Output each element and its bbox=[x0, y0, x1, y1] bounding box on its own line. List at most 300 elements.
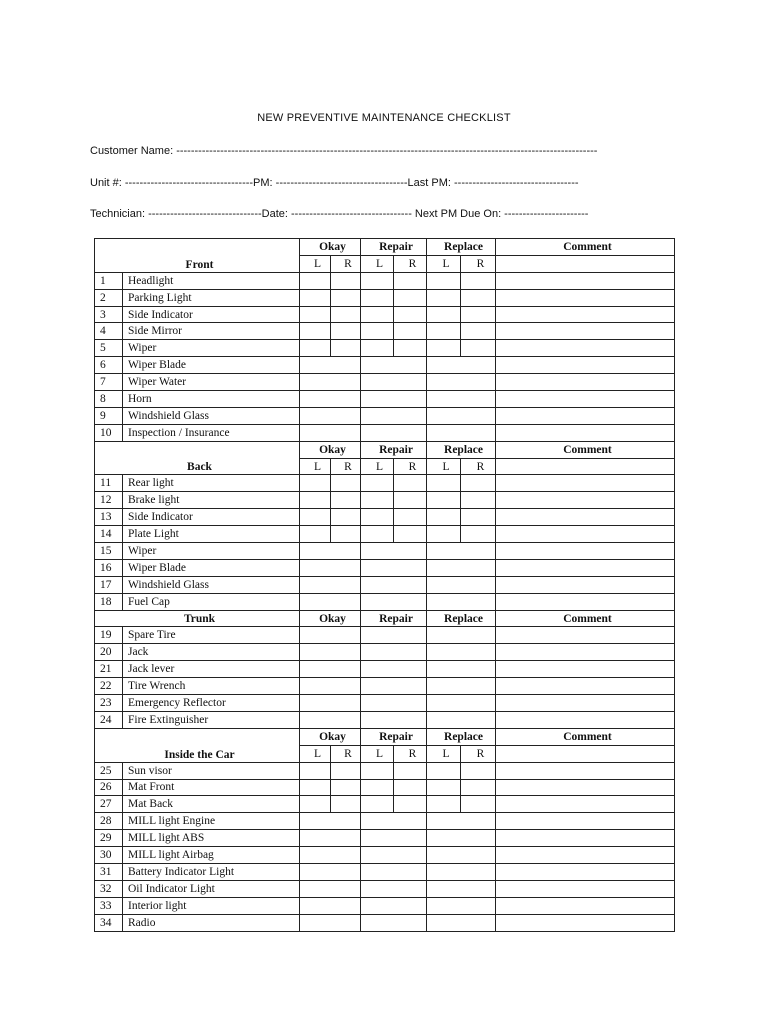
okay-checkbox-cell[interactable] bbox=[300, 880, 361, 897]
comment-cell[interactable] bbox=[496, 407, 675, 424]
right-header: R bbox=[331, 255, 361, 272]
okay-left-checkbox-cell[interactable] bbox=[300, 796, 331, 813]
item-name: Emergency Reflector bbox=[123, 695, 300, 712]
comment-cell[interactable] bbox=[496, 526, 675, 543]
item-name: Plate Light bbox=[123, 526, 300, 543]
okay-header: Okay bbox=[300, 728, 361, 745]
repair-left-checkbox-cell[interactable] bbox=[361, 526, 394, 543]
repair-right-checkbox-cell[interactable] bbox=[394, 526, 427, 543]
item-name: Battery Indicator Light bbox=[123, 863, 300, 880]
comment-cell[interactable] bbox=[496, 897, 675, 914]
item-number: 11 bbox=[95, 475, 123, 492]
repair-left-checkbox-cell[interactable] bbox=[361, 492, 394, 509]
okay-left-checkbox-cell[interactable] bbox=[300, 306, 331, 323]
checklist-row bbox=[95, 340, 675, 357]
replace-checkbox-cell[interactable] bbox=[427, 424, 496, 441]
replace-left-checkbox-cell[interactable] bbox=[427, 762, 461, 779]
okay-checkbox-cell[interactable] bbox=[300, 678, 361, 695]
comment-cell[interactable] bbox=[496, 323, 675, 340]
replace-checkbox-cell[interactable] bbox=[427, 711, 496, 728]
okay-checkbox-cell[interactable] bbox=[300, 813, 361, 830]
okay-checkbox-cell[interactable] bbox=[300, 695, 361, 712]
item-number: 26 bbox=[95, 779, 123, 796]
replace-checkbox-cell[interactable] bbox=[427, 813, 496, 830]
checklist-row bbox=[95, 272, 675, 289]
okay-right-checkbox-cell[interactable] bbox=[331, 762, 361, 779]
replace-right-checkbox-cell[interactable] bbox=[461, 340, 496, 357]
okay-checkbox-cell[interactable] bbox=[300, 374, 361, 391]
okay-right-checkbox-cell[interactable] bbox=[331, 475, 361, 492]
right-header: R bbox=[394, 745, 427, 762]
comment-cell[interactable] bbox=[496, 661, 675, 678]
section-header-row bbox=[95, 441, 675, 458]
item-name: Wiper Blade bbox=[123, 357, 300, 374]
checklist-row bbox=[95, 627, 675, 644]
comment-header-blank bbox=[496, 745, 675, 762]
okay-left-checkbox-cell[interactable] bbox=[300, 779, 331, 796]
replace-right-checkbox-cell[interactable] bbox=[461, 306, 496, 323]
comment-cell[interactable] bbox=[496, 306, 675, 323]
item-number: 29 bbox=[95, 830, 123, 847]
replace-left-checkbox-cell[interactable] bbox=[427, 492, 461, 509]
checklist-row bbox=[95, 543, 675, 560]
item-name: Wiper bbox=[123, 543, 300, 560]
okay-checkbox-cell[interactable] bbox=[300, 593, 361, 610]
item-number: 17 bbox=[95, 576, 123, 593]
repair-right-checkbox-cell[interactable] bbox=[394, 475, 427, 492]
okay-header: Okay bbox=[300, 441, 361, 458]
item-number: 34 bbox=[95, 914, 123, 931]
repair-checkbox-cell[interactable] bbox=[361, 847, 427, 864]
replace-checkbox-cell[interactable] bbox=[427, 863, 496, 880]
item-number: 5 bbox=[95, 340, 123, 357]
okay-checkbox-cell[interactable] bbox=[300, 357, 361, 374]
comment-cell[interactable] bbox=[496, 695, 675, 712]
technician-date-field[interactable]: Technician: -------------------------------Date: --------------------------------- Next PM Due On: ----------------------- bbox=[90, 208, 589, 220]
repair-left-checkbox-cell[interactable] bbox=[361, 796, 394, 813]
item-name: Spare Tire bbox=[123, 627, 300, 644]
replace-left-checkbox-cell[interactable] bbox=[427, 323, 461, 340]
replace-checkbox-cell[interactable] bbox=[427, 593, 496, 610]
repair-checkbox-cell[interactable] bbox=[361, 711, 427, 728]
repair-right-checkbox-cell[interactable] bbox=[394, 272, 427, 289]
item-name: Fire Extinguisher bbox=[123, 711, 300, 728]
repair-checkbox-cell[interactable] bbox=[361, 914, 427, 931]
repair-checkbox-cell[interactable] bbox=[361, 576, 427, 593]
checklist-row bbox=[95, 796, 675, 813]
replace-right-checkbox-cell[interactable] bbox=[461, 509, 496, 526]
replace-right-checkbox-cell[interactable] bbox=[461, 323, 496, 340]
replace-checkbox-cell[interactable] bbox=[427, 543, 496, 560]
okay-checkbox-cell[interactable] bbox=[300, 391, 361, 408]
item-name: Wiper bbox=[123, 340, 300, 357]
item-name: Mat Front bbox=[123, 779, 300, 796]
repair-header: Repair bbox=[361, 441, 427, 458]
comment-cell[interactable] bbox=[496, 576, 675, 593]
comment-header: Comment bbox=[496, 610, 675, 627]
replace-left-checkbox-cell[interactable] bbox=[427, 475, 461, 492]
item-number: 23 bbox=[95, 695, 123, 712]
replace-checkbox-cell[interactable] bbox=[427, 644, 496, 661]
item-number: 2 bbox=[95, 289, 123, 306]
left-header: L bbox=[427, 745, 461, 762]
okay-left-checkbox-cell[interactable] bbox=[300, 272, 331, 289]
checklist-row bbox=[95, 475, 675, 492]
checklist-row bbox=[95, 593, 675, 610]
item-name: Rear light bbox=[123, 475, 300, 492]
section-title: Trunk bbox=[95, 610, 300, 627]
comment-cell[interactable] bbox=[496, 863, 675, 880]
item-number: 1 bbox=[95, 272, 123, 289]
left-header: L bbox=[300, 458, 331, 475]
okay-checkbox-cell[interactable] bbox=[300, 627, 361, 644]
comment-cell[interactable] bbox=[496, 813, 675, 830]
okay-left-checkbox-cell[interactable] bbox=[300, 509, 331, 526]
item-number: 13 bbox=[95, 509, 123, 526]
repair-right-checkbox-cell[interactable] bbox=[394, 289, 427, 306]
replace-checkbox-cell[interactable] bbox=[427, 847, 496, 864]
repair-checkbox-cell[interactable] bbox=[361, 543, 427, 560]
customer-name-field[interactable]: Customer Name: ------------------------------------------------------------------------------------------------------------------- bbox=[90, 145, 598, 157]
okay-checkbox-cell[interactable] bbox=[300, 559, 361, 576]
replace-right-checkbox-cell[interactable] bbox=[461, 475, 496, 492]
left-header: L bbox=[300, 255, 331, 272]
okay-right-checkbox-cell[interactable] bbox=[331, 779, 361, 796]
right-header: R bbox=[461, 458, 496, 475]
item-number: 16 bbox=[95, 559, 123, 576]
okay-header: Okay bbox=[300, 610, 361, 627]
replace-right-checkbox-cell[interactable] bbox=[461, 762, 496, 779]
right-header: R bbox=[394, 255, 427, 272]
comment-cell[interactable] bbox=[496, 880, 675, 897]
item-name: Side Indicator bbox=[123, 509, 300, 526]
item-name: MILL light Engine bbox=[123, 813, 300, 830]
item-number: 15 bbox=[95, 543, 123, 560]
right-header: R bbox=[461, 255, 496, 272]
item-name: Headlight bbox=[123, 272, 300, 289]
okay-right-checkbox-cell[interactable] bbox=[331, 289, 361, 306]
item-number: 18 bbox=[95, 593, 123, 610]
repair-right-checkbox-cell[interactable] bbox=[394, 796, 427, 813]
replace-left-checkbox-cell[interactable] bbox=[427, 509, 461, 526]
item-number: 9 bbox=[95, 407, 123, 424]
comment-cell[interactable] bbox=[496, 509, 675, 526]
left-header: L bbox=[427, 458, 461, 475]
comment-cell[interactable] bbox=[496, 762, 675, 779]
replace-right-checkbox-cell[interactable] bbox=[461, 526, 496, 543]
comment-cell[interactable] bbox=[496, 543, 675, 560]
repair-right-checkbox-cell[interactable] bbox=[394, 340, 427, 357]
okay-header: Okay bbox=[300, 239, 361, 256]
checklist-row bbox=[95, 289, 675, 306]
left-header: L bbox=[361, 458, 394, 475]
comment-cell[interactable] bbox=[496, 559, 675, 576]
repair-left-checkbox-cell[interactable] bbox=[361, 272, 394, 289]
okay-left-checkbox-cell[interactable] bbox=[300, 323, 331, 340]
item-name: MILL light ABS bbox=[123, 830, 300, 847]
comment-cell[interactable] bbox=[496, 627, 675, 644]
comment-header: Comment bbox=[496, 239, 675, 256]
comment-cell[interactable] bbox=[496, 475, 675, 492]
okay-checkbox-cell[interactable] bbox=[300, 576, 361, 593]
replace-left-checkbox-cell[interactable] bbox=[427, 796, 461, 813]
repair-header: Repair bbox=[361, 239, 427, 256]
okay-checkbox-cell[interactable] bbox=[300, 863, 361, 880]
comment-cell[interactable] bbox=[496, 847, 675, 864]
checklist-row bbox=[95, 813, 675, 830]
comment-cell[interactable] bbox=[496, 374, 675, 391]
checklist-row bbox=[95, 897, 675, 914]
comment-header: Comment bbox=[496, 441, 675, 458]
comment-cell[interactable] bbox=[496, 357, 675, 374]
repair-checkbox-cell[interactable] bbox=[361, 593, 427, 610]
comment-header: Comment bbox=[496, 728, 675, 745]
item-number: 31 bbox=[95, 863, 123, 880]
okay-left-checkbox-cell[interactable] bbox=[300, 289, 331, 306]
repair-left-checkbox-cell[interactable] bbox=[361, 475, 394, 492]
section-title: Inside the Car bbox=[95, 728, 300, 762]
repair-right-checkbox-cell[interactable] bbox=[394, 306, 427, 323]
okay-checkbox-cell[interactable] bbox=[300, 897, 361, 914]
replace-checkbox-cell[interactable] bbox=[427, 559, 496, 576]
item-number: 32 bbox=[95, 880, 123, 897]
checklist-table bbox=[94, 238, 675, 932]
comment-cell[interactable] bbox=[496, 644, 675, 661]
left-header: L bbox=[361, 255, 394, 272]
item-name: MILL light Airbag bbox=[123, 847, 300, 864]
repair-checkbox-cell[interactable] bbox=[361, 813, 427, 830]
item-number: 21 bbox=[95, 661, 123, 678]
replace-checkbox-cell[interactable] bbox=[427, 357, 496, 374]
item-name: Tire Wrench bbox=[123, 678, 300, 695]
comment-cell[interactable] bbox=[496, 272, 675, 289]
replace-checkbox-cell[interactable] bbox=[427, 391, 496, 408]
replace-checkbox-cell[interactable] bbox=[427, 374, 496, 391]
repair-right-checkbox-cell[interactable] bbox=[394, 509, 427, 526]
repair-checkbox-cell[interactable] bbox=[361, 830, 427, 847]
okay-left-checkbox-cell[interactable] bbox=[300, 340, 331, 357]
okay-checkbox-cell[interactable] bbox=[300, 830, 361, 847]
comment-cell[interactable] bbox=[496, 593, 675, 610]
comment-cell[interactable] bbox=[496, 391, 675, 408]
okay-checkbox-cell[interactable] bbox=[300, 711, 361, 728]
okay-checkbox-cell[interactable] bbox=[300, 644, 361, 661]
unit-pm-field[interactable]: Unit #: -----------------------------------PM: ------------------------------------Last PM: ---------------------------------- bbox=[90, 177, 579, 189]
checklist-row bbox=[95, 509, 675, 526]
checklist-row bbox=[95, 424, 675, 441]
item-number: 22 bbox=[95, 678, 123, 695]
repair-checkbox-cell[interactable] bbox=[361, 407, 427, 424]
item-name: Parking Light bbox=[123, 289, 300, 306]
okay-right-checkbox-cell[interactable] bbox=[331, 526, 361, 543]
checklist-row bbox=[95, 880, 675, 897]
item-name: Jack bbox=[123, 644, 300, 661]
okay-right-checkbox-cell[interactable] bbox=[331, 306, 361, 323]
repair-checkbox-cell[interactable] bbox=[361, 695, 427, 712]
comment-cell[interactable] bbox=[496, 914, 675, 931]
item-number: 10 bbox=[95, 424, 123, 441]
section-title: Front bbox=[95, 239, 300, 273]
repair-right-checkbox-cell[interactable] bbox=[394, 762, 427, 779]
replace-right-checkbox-cell[interactable] bbox=[461, 272, 496, 289]
checklist-row bbox=[95, 863, 675, 880]
replace-checkbox-cell[interactable] bbox=[427, 576, 496, 593]
replace-checkbox-cell[interactable] bbox=[427, 897, 496, 914]
checklist-row bbox=[95, 391, 675, 408]
replace-checkbox-cell[interactable] bbox=[427, 830, 496, 847]
item-name: Windshield Glass bbox=[123, 407, 300, 424]
repair-checkbox-cell[interactable] bbox=[361, 897, 427, 914]
okay-right-checkbox-cell[interactable] bbox=[331, 492, 361, 509]
item-name: Side Mirror bbox=[123, 323, 300, 340]
item-number: 19 bbox=[95, 627, 123, 644]
repair-checkbox-cell[interactable] bbox=[361, 391, 427, 408]
item-name: Interior light bbox=[123, 897, 300, 914]
okay-checkbox-cell[interactable] bbox=[300, 424, 361, 441]
item-name: Radio bbox=[123, 914, 300, 931]
item-name: Sun visor bbox=[123, 762, 300, 779]
replace-checkbox-cell[interactable] bbox=[427, 627, 496, 644]
item-name: Brake light bbox=[123, 492, 300, 509]
comment-cell[interactable] bbox=[496, 779, 675, 796]
replace-checkbox-cell[interactable] bbox=[427, 695, 496, 712]
item-number: 12 bbox=[95, 492, 123, 509]
okay-checkbox-cell[interactable] bbox=[300, 661, 361, 678]
section-header-row bbox=[95, 728, 675, 745]
item-number: 24 bbox=[95, 711, 123, 728]
repair-left-checkbox-cell[interactable] bbox=[361, 779, 394, 796]
checklist-row bbox=[95, 644, 675, 661]
replace-left-checkbox-cell[interactable] bbox=[427, 289, 461, 306]
item-number: 7 bbox=[95, 374, 123, 391]
checklist-row bbox=[95, 374, 675, 391]
item-name: Jack lever bbox=[123, 661, 300, 678]
okay-checkbox-cell[interactable] bbox=[300, 543, 361, 560]
repair-right-checkbox-cell[interactable] bbox=[394, 323, 427, 340]
replace-right-checkbox-cell[interactable] bbox=[461, 289, 496, 306]
item-name: Inspection / Insurance bbox=[123, 424, 300, 441]
repair-left-checkbox-cell[interactable] bbox=[361, 323, 394, 340]
replace-header: Replace bbox=[427, 610, 496, 627]
page-title: NEW PREVENTIVE MAINTENANCE CHECKLIST bbox=[257, 112, 511, 124]
repair-left-checkbox-cell[interactable] bbox=[361, 289, 394, 306]
section-title: Back bbox=[95, 441, 300, 475]
replace-checkbox-cell[interactable] bbox=[427, 914, 496, 931]
comment-cell[interactable] bbox=[496, 492, 675, 509]
replace-header: Replace bbox=[427, 441, 496, 458]
okay-left-checkbox-cell[interactable] bbox=[300, 475, 331, 492]
item-name: Horn bbox=[123, 391, 300, 408]
checklist-row bbox=[95, 407, 675, 424]
checklist-row bbox=[95, 559, 675, 576]
item-number: 27 bbox=[95, 796, 123, 813]
okay-right-checkbox-cell[interactable] bbox=[331, 340, 361, 357]
repair-left-checkbox-cell[interactable] bbox=[361, 306, 394, 323]
item-number: 25 bbox=[95, 762, 123, 779]
right-header: R bbox=[331, 458, 361, 475]
repair-checkbox-cell[interactable] bbox=[361, 559, 427, 576]
replace-left-checkbox-cell[interactable] bbox=[427, 340, 461, 357]
replace-checkbox-cell[interactable] bbox=[427, 880, 496, 897]
item-number: 28 bbox=[95, 813, 123, 830]
replace-left-checkbox-cell[interactable] bbox=[427, 272, 461, 289]
replace-left-checkbox-cell[interactable] bbox=[427, 526, 461, 543]
right-header: R bbox=[461, 745, 496, 762]
checklist-row bbox=[95, 306, 675, 323]
item-number: 30 bbox=[95, 847, 123, 864]
checklist-row bbox=[95, 357, 675, 374]
repair-checkbox-cell[interactable] bbox=[361, 627, 427, 644]
item-number: 4 bbox=[95, 323, 123, 340]
repair-checkbox-cell[interactable] bbox=[361, 424, 427, 441]
checklist-row bbox=[95, 661, 675, 678]
replace-checkbox-cell[interactable] bbox=[427, 661, 496, 678]
repair-right-checkbox-cell[interactable] bbox=[394, 779, 427, 796]
left-header: L bbox=[300, 745, 331, 762]
checklist-row bbox=[95, 576, 675, 593]
left-header: L bbox=[361, 745, 394, 762]
comment-header-blank bbox=[496, 458, 675, 475]
replace-left-checkbox-cell[interactable] bbox=[427, 779, 461, 796]
checklist-row bbox=[95, 492, 675, 509]
comment-cell[interactable] bbox=[496, 289, 675, 306]
comment-cell[interactable] bbox=[496, 796, 675, 813]
repair-checkbox-cell[interactable] bbox=[361, 880, 427, 897]
comment-cell[interactable] bbox=[496, 340, 675, 357]
okay-right-checkbox-cell[interactable] bbox=[331, 509, 361, 526]
replace-right-checkbox-cell[interactable] bbox=[461, 796, 496, 813]
repair-checkbox-cell[interactable] bbox=[361, 863, 427, 880]
checklist-row bbox=[95, 762, 675, 779]
okay-checkbox-cell[interactable] bbox=[300, 847, 361, 864]
comment-cell[interactable] bbox=[496, 711, 675, 728]
replace-right-checkbox-cell[interactable] bbox=[461, 779, 496, 796]
okay-right-checkbox-cell[interactable] bbox=[331, 796, 361, 813]
repair-checkbox-cell[interactable] bbox=[361, 374, 427, 391]
replace-left-checkbox-cell[interactable] bbox=[427, 306, 461, 323]
okay-left-checkbox-cell[interactable] bbox=[300, 762, 331, 779]
repair-right-checkbox-cell[interactable] bbox=[394, 492, 427, 509]
repair-checkbox-cell[interactable] bbox=[361, 644, 427, 661]
repair-left-checkbox-cell[interactable] bbox=[361, 340, 394, 357]
replace-checkbox-cell[interactable] bbox=[427, 678, 496, 695]
replace-checkbox-cell[interactable] bbox=[427, 407, 496, 424]
right-header: R bbox=[394, 458, 427, 475]
item-number: 33 bbox=[95, 897, 123, 914]
okay-left-checkbox-cell[interactable] bbox=[300, 492, 331, 509]
replace-right-checkbox-cell[interactable] bbox=[461, 492, 496, 509]
item-name: Windshield Glass bbox=[123, 576, 300, 593]
okay-left-checkbox-cell[interactable] bbox=[300, 526, 331, 543]
okay-checkbox-cell[interactable] bbox=[300, 407, 361, 424]
item-name: Oil Indicator Light bbox=[123, 880, 300, 897]
checklist-row bbox=[95, 830, 675, 847]
repair-checkbox-cell[interactable] bbox=[361, 678, 427, 695]
repair-left-checkbox-cell[interactable] bbox=[361, 762, 394, 779]
okay-right-checkbox-cell[interactable] bbox=[331, 272, 361, 289]
repair-left-checkbox-cell[interactable] bbox=[361, 509, 394, 526]
comment-cell[interactable] bbox=[496, 830, 675, 847]
okay-checkbox-cell[interactable] bbox=[300, 914, 361, 931]
repair-checkbox-cell[interactable] bbox=[361, 357, 427, 374]
item-number: 14 bbox=[95, 526, 123, 543]
item-number: 8 bbox=[95, 391, 123, 408]
comment-cell[interactable] bbox=[496, 678, 675, 695]
checklist-row bbox=[95, 847, 675, 864]
okay-right-checkbox-cell[interactable] bbox=[331, 323, 361, 340]
comment-cell[interactable] bbox=[496, 424, 675, 441]
repair-checkbox-cell[interactable] bbox=[361, 661, 427, 678]
